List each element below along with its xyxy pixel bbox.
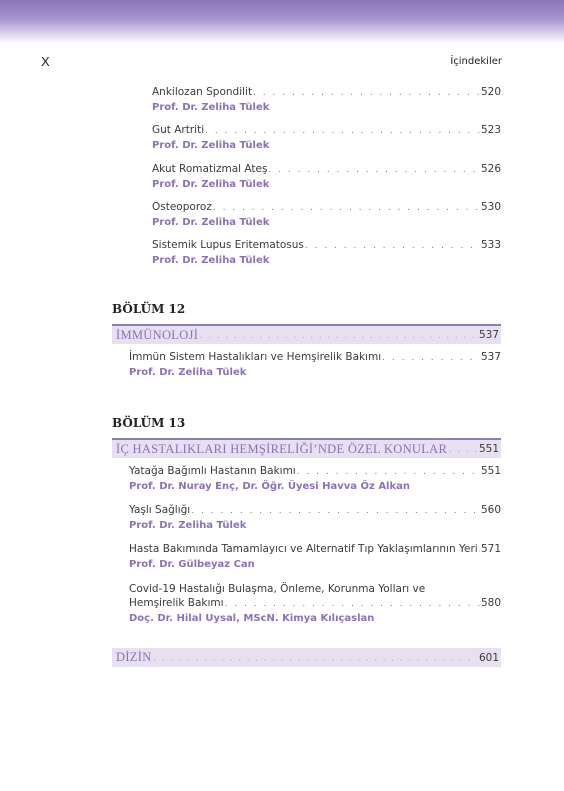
leader-dots [297,465,480,479]
toc-entry[interactable] [129,582,501,626]
entry-author: Prof. Dr. Zeliha Tülek [152,140,270,151]
entry-author: Prof. Dr. Zeliha Tülek [152,255,270,266]
entry-page: 523 [480,124,501,136]
entry-title: Gut Artriti [152,124,205,136]
toc-entry[interactable] [152,200,501,230]
entry-title: Yaşlı Sağlığı [129,504,191,516]
entry-page: 526 [480,163,501,175]
entry-author: Prof. Dr. Gülbeyaz Can [129,559,255,570]
section-title: İÇ HASTALIKLARI HEMŞİRELİĞİ’NDE ÖZEL KONULAR [116,441,448,456]
leader-dots [382,351,480,365]
section-title: İMMÜNOLOJİ [116,327,199,342]
leader-dots [225,597,480,611]
header-band [0,0,564,44]
index-page: 601 [478,651,499,664]
entry-page: 533 [480,239,501,251]
leader-dots [213,201,480,215]
page-number: X [41,54,50,69]
entry-title: Hasta Bakımında Tamamlayıcı ve Alternatif Tıp Yaklaşımlarının Yeri [129,543,478,555]
entry-author: Prof. Dr. Zeliha Tülek [152,102,270,113]
index-heading[interactable] [112,648,501,667]
chapter-label-12: BÖLÜM 12 [112,302,186,316]
entry-title-line2: Hemşirelik Bakımı [129,597,224,609]
entry-title: Ankilozan Spondilit [152,86,253,98]
chapter-label-13: BÖLÜM 13 [112,416,186,430]
entry-page: 571 [480,543,501,555]
section-heading-immunoloji[interactable] [112,324,501,344]
toc-entry[interactable] [152,162,501,192]
entry-author: Prof. Dr. Zeliha Tülek [152,217,270,228]
toc-entry[interactable] [129,503,501,533]
entry-title-line1: Covid-19 Hastalığı Bulaşma, Önleme, Korunma Yolları ve [129,583,426,595]
leader-dots [191,504,480,518]
entry-title: Sistemik Lupus Eritematosus [152,239,304,251]
entry-page: 551 [480,465,501,477]
entry-title: İmmün Sistem Hastalıkları ve Hemşirelik Bakımı [129,351,382,363]
section-page: 537 [478,329,499,341]
leader-dots [200,330,477,340]
entry-title: Akut Romatizmal Ateş [152,163,268,175]
toc-entry[interactable] [129,542,501,572]
toc-entry[interactable] [152,85,501,115]
toc-entry[interactable] [152,238,501,268]
leader-dots [253,86,480,100]
leader-dots [205,124,480,138]
entry-author: Prof. Dr. Zeliha Tülek [152,179,270,190]
leader-dots [154,653,477,663]
entry-page: 580 [480,597,501,609]
entry-author: Prof. Dr. Nuray Enç, Dr. Öğr. Üyesi Havva Öz Alkan [129,481,411,492]
leader-dots [449,444,477,454]
toc-entry[interactable] [152,123,501,153]
leader-dots [305,239,480,253]
leader-dots [268,163,479,177]
section-heading-ic-hastaliklari[interactable] [112,438,501,458]
entry-page: 520 [480,86,501,98]
toc-entry[interactable] [129,350,501,380]
entry-title: Osteoporoz [152,201,212,213]
entry-page: 530 [480,201,501,213]
entry-title: Yatağa Bağımlı Hastanın Bakımı [129,465,296,477]
leader-dots [479,543,480,557]
entry-author: Prof. Dr. Zeliha Tülek [129,520,247,531]
toc-entry[interactable] [129,464,501,494]
entry-author: Doç. Dr. Hilal Uysal, MScN. Kimya Kılıçaslan [129,613,375,624]
entry-page: 537 [480,351,501,363]
section-page: 551 [478,443,499,455]
running-title: İçindekiler [450,56,502,67]
entry-author: Prof. Dr. Zeliha Tülek [129,367,247,378]
index-title: DİZİN [116,650,152,664]
entry-page: 560 [480,504,501,516]
